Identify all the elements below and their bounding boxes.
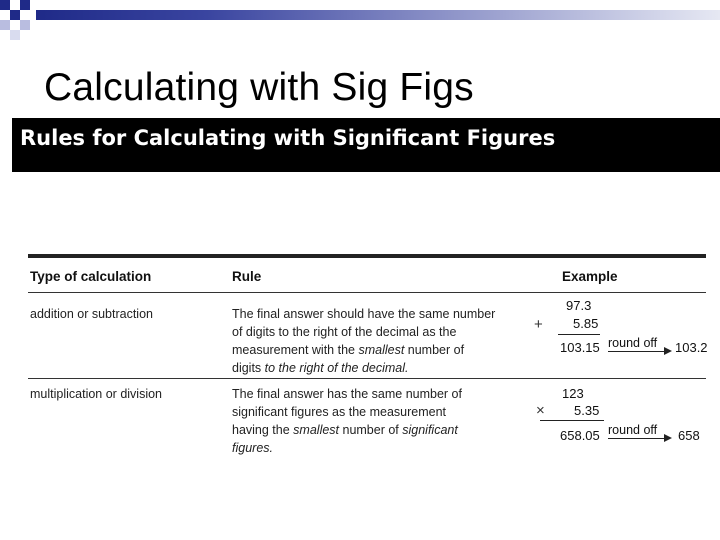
row2-result: 658.05: [560, 428, 600, 443]
rule-line: digits to the right of the decimal.: [232, 361, 409, 375]
row2-round-off-label: round off: [608, 423, 658, 437]
row1-operand2: 5.85: [573, 316, 599, 331]
deco-square: [10, 30, 20, 40]
header-type: Type of calculation: [30, 269, 152, 284]
arrow-right-icon: [664, 434, 672, 442]
header-divider: [28, 292, 706, 293]
deco-square: [20, 20, 30, 30]
row2-operand2: 5.35: [574, 403, 600, 418]
row2-sum-line: [540, 420, 604, 421]
banner-title: Rules for Calculating with Significant Figures: [20, 126, 556, 150]
rule-line: The final answer should have the same number: [232, 307, 496, 321]
row1-sum-line: [558, 334, 600, 335]
row1-arrow-line: [608, 351, 666, 352]
row1-operator: +: [534, 316, 543, 333]
row2-rule: [232, 385, 462, 457]
row1-round-off-label: round off: [608, 336, 658, 350]
deco-square: [0, 0, 10, 10]
rule-line: significant figures as the measurement: [232, 405, 446, 419]
row1-rounded: 103.2: [675, 340, 708, 355]
decorative-header-pattern: [0, 0, 720, 40]
row1-operand1: 97.3: [566, 298, 592, 313]
rule-line: figures.: [232, 441, 273, 455]
rule-line: The final answer has the same number of: [232, 387, 462, 401]
black-banner: [12, 118, 720, 172]
deco-square: [20, 0, 30, 10]
row2-operand1: 123: [562, 386, 584, 401]
row2-type: multiplication or division: [30, 387, 163, 401]
row2-rounded: 658: [678, 428, 700, 443]
header-example: Example: [562, 269, 618, 284]
row2-arrow-line: [608, 438, 666, 439]
header-rule: Rule: [232, 269, 262, 284]
arrow-right-icon: [664, 347, 672, 355]
row2-operator: ×: [536, 402, 545, 419]
row1-result: 103.15: [560, 340, 600, 355]
table-top-rule: [28, 254, 706, 258]
rule-line: having the smallest number of significant: [232, 423, 458, 437]
row1-rule: [232, 305, 495, 377]
row1-type: addition or subtraction: [30, 307, 153, 321]
deco-square: [0, 20, 10, 30]
rule-line: measurement with the smallest number of: [232, 343, 465, 357]
deco-gradient-bar: [36, 10, 720, 20]
rule-line: of digits to the right of the decimal as the: [232, 325, 457, 339]
row-divider: [28, 378, 706, 379]
slide-title: Calculating with Sig Figs: [44, 66, 474, 109]
deco-square: [10, 10, 20, 20]
